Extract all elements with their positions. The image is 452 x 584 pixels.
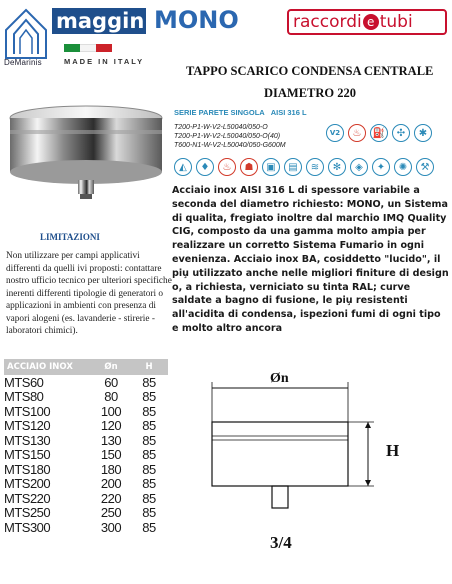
- cell-code: MTS80: [4, 389, 44, 405]
- outlet-pipe: [272, 486, 288, 508]
- cell-diameter: 100: [100, 403, 122, 419]
- technical-drawing: [196, 368, 452, 580]
- cell-height: 85: [142, 432, 156, 448]
- demarinis-logo-icon: [4, 8, 48, 64]
- fuel-icon: ⛽: [370, 124, 388, 142]
- code-line: T600-N1-W-V2-L50040/050-G600M: [174, 142, 286, 149]
- table-row: [4, 477, 168, 492]
- italy-flag-icon: [64, 44, 112, 52]
- product-photo: [6, 100, 166, 210]
- fire-icon: ♨: [218, 158, 236, 176]
- v2-badge-label: V2: [329, 129, 341, 137]
- cell-height: 85: [142, 389, 156, 405]
- cell-diameter: 250: [100, 505, 122, 521]
- header-material: ACCIAIO INOX: [7, 362, 73, 372]
- boiler-icon: ▣: [262, 158, 280, 176]
- dimensions-table: [4, 359, 168, 535]
- made-in-italy: MADE IN ITALY: [64, 57, 145, 66]
- cell-code: MTS220: [4, 490, 51, 506]
- stove-icon: ▤: [284, 158, 302, 176]
- header-height: H: [145, 362, 153, 372]
- cell-diameter: 150: [100, 447, 122, 463]
- cell-height: 85: [142, 519, 156, 535]
- cap-body: [212, 422, 348, 486]
- cell-diameter: 200: [100, 476, 122, 492]
- flame-icon: ♨: [348, 124, 366, 142]
- fan-unit-icon: ✻: [328, 158, 346, 176]
- product-description: Acciaio inox AISI 316 L di spessore variabile a seconda del diametro richiesto: MONO, un Sistema di qualita, fregiato inoltre dal marchio IMQ Quality CIG, composto da una gamma molto ampia per realizzare un corretto Sistema Fumario in ogni evenienza. Acciaio inox BA, cosiddetto "lucido", il piu̧ utilizzato anche nelle migliori finiture di design o, a richiesta, verniciato su tinta RAL; curve saldate a bagno di fusione, le piu̧ resistenti all'acidita di condensa, ispezioni fumi di ogni tipo e molto altro ancora: [172, 185, 449, 334]
- cell-diameter: 120: [100, 418, 122, 434]
- cell-height: 85: [142, 505, 156, 521]
- cell-height: 85: [142, 461, 156, 477]
- cell-code: MTS300: [4, 519, 51, 535]
- cell-diameter: 80: [104, 389, 118, 405]
- cell-code: MTS100: [4, 403, 51, 419]
- table-row: [4, 506, 168, 521]
- cell-code: MTS120: [4, 418, 51, 434]
- table-row: [4, 520, 168, 535]
- cell-diameter: 180: [100, 461, 122, 477]
- heat-pump-icon: ◈: [350, 158, 368, 176]
- header-diameter: Øn: [104, 362, 118, 372]
- cell-height: 85: [142, 447, 156, 463]
- limitations-title: LIMITAZIONI: [40, 232, 100, 242]
- shop-name-left: raccordi: [293, 12, 362, 32]
- cell-code: MTS250: [4, 505, 51, 521]
- table-row: [4, 404, 168, 419]
- cell-height: 85: [142, 490, 156, 506]
- cell-code: MTS60: [4, 374, 44, 390]
- raccordi-e-tubi-logo: [287, 9, 447, 35]
- tool-icon: ⚒: [416, 158, 434, 176]
- steel-grade: AISI 316 L: [270, 108, 307, 117]
- wood-fire-icon: ☗: [240, 158, 258, 176]
- cell-height: 85: [142, 418, 156, 434]
- water-icon: ≋: [306, 158, 324, 176]
- certification-codes: [174, 123, 286, 150]
- table-row: [4, 491, 168, 506]
- product-title: TAPPO SCARICO CONDENSA CENTRALE: [186, 64, 434, 78]
- cell-code: MTS150: [4, 447, 51, 463]
- table-header: [4, 359, 168, 375]
- cell-diameter: 220: [100, 490, 122, 506]
- code-line: T200-P1-W-V2-L50040/050-O: [174, 124, 268, 131]
- table-row: [4, 462, 168, 477]
- code-line: T200-P1-W-V2-L50040/050-O(40): [174, 133, 281, 140]
- table-row: [4, 390, 168, 405]
- fan-icon: ✣: [392, 124, 410, 142]
- shop-name-right: tubi: [379, 12, 413, 32]
- cell-height: 85: [142, 403, 156, 419]
- shop-name-e: e: [363, 14, 379, 30]
- cell-height: 85: [142, 476, 156, 492]
- cell-diameter: 300: [100, 519, 122, 535]
- cell-diameter: 130: [100, 432, 122, 448]
- outlet-label: 3/4: [270, 533, 292, 552]
- cell-code: MTS200: [4, 476, 51, 492]
- brand-logo: maggini: [52, 8, 146, 34]
- sun-icon: ✺: [394, 158, 412, 176]
- maker-name: DeMarinis: [4, 58, 42, 67]
- cell-height: 85: [142, 374, 156, 390]
- height-label: H: [386, 441, 400, 460]
- diameter-label: Øn: [270, 371, 289, 386]
- feature-icons-row-1: [326, 124, 432, 142]
- series-name: SERIE PARETE SINGOLA: [174, 108, 265, 117]
- v2-badge-icon: [326, 124, 344, 142]
- table-row: [4, 375, 168, 390]
- droplet-icon: ✱: [414, 124, 432, 142]
- feature-icons-row-2: [174, 158, 434, 176]
- limitations-text: Non utilizzare per campi applicativi differenti da quelli ivi proposti: contattare nostro ufficio tecnico per ulteriori specifiche inerenti differenti tipologie di generatori o applicazioni in ambienti con presenza di vapori alogeni (es. lavanderie - stirerie - laboratori chimici).: [6, 251, 172, 336]
- table-row: [4, 419, 168, 434]
- cell-diameter: 60: [104, 374, 118, 390]
- oil-drop-icon: ♦: [196, 158, 214, 176]
- cell-code: MTS130: [4, 432, 51, 448]
- table-row: [4, 433, 168, 448]
- cell-code: MTS180: [4, 461, 51, 477]
- gas-icon: ◭: [174, 158, 192, 176]
- series-label: [174, 108, 307, 117]
- product-diameter: DIAMETRO 220: [264, 86, 357, 100]
- vent-icon: ✦: [372, 158, 390, 176]
- product-line: MONO: [154, 6, 239, 34]
- table-row: [4, 448, 168, 463]
